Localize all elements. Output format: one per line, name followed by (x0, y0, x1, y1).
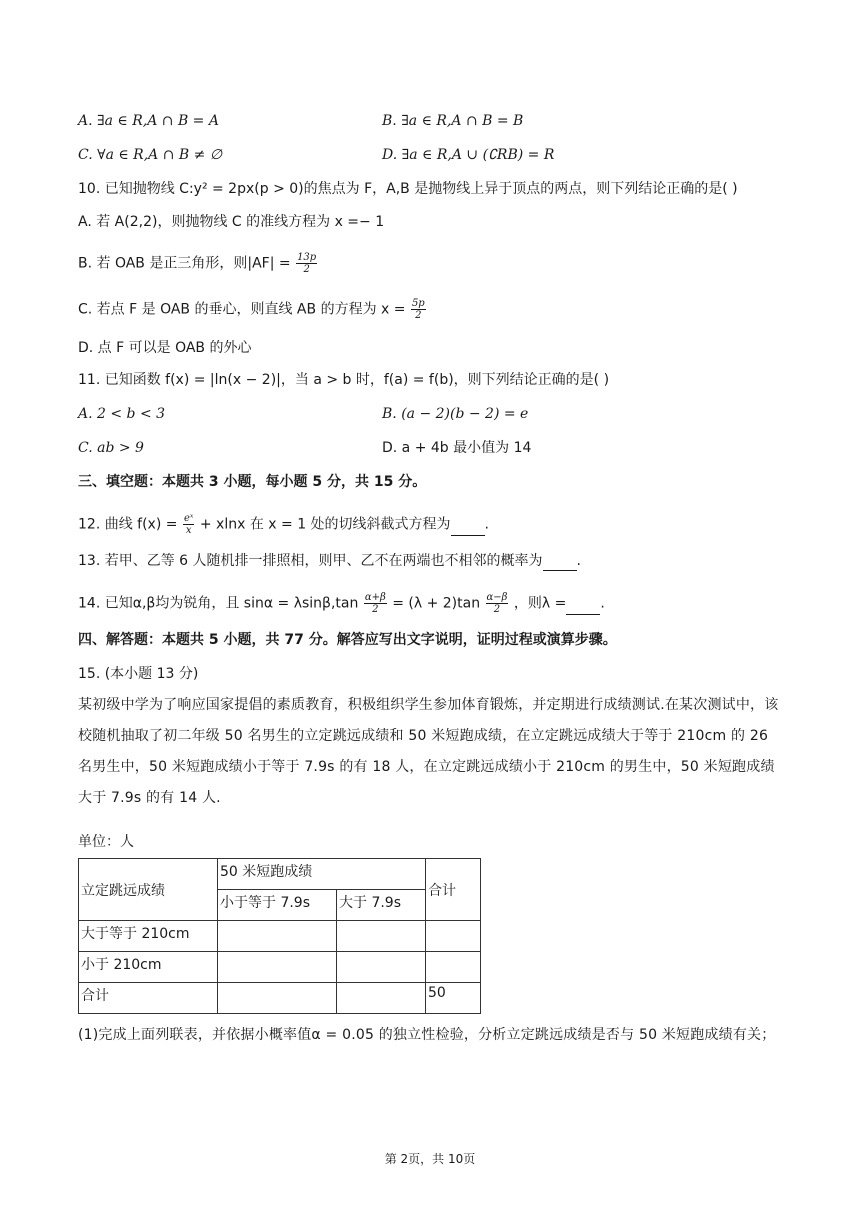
table-header-sub1: 小于等于 7.9s (218, 890, 337, 921)
section-4-heading: 四、解答题：本题共 5 小题，共 77 分。解答应写出文字说明，证明过程或演算步骤。 (78, 632, 617, 648)
table-cell (337, 921, 426, 952)
q10-option-b (78, 252, 318, 275)
contingency-table (78, 858, 481, 1014)
fraction-numerator: α−β (486, 592, 508, 603)
q10-option-c-text: C. 若点 F 是 OAB 的垂心，则直线 AB 的方程为 x = (78, 301, 406, 318)
q9-option-d: D. ∃a ∈ R,A ∪ (∁RB) = R (382, 147, 555, 163)
q15-body: 某初级中学为了响应国家提倡的素质教育，积极组织学生参加体育锻炼，并定期进行成绩测试.在某次测试中，该校随机抽取了初二年级 50 名男生的立定跳远成绩和 50 米短跑成绩，在立定跳远成绩大于等于 210cm 的 26 名男生中，50 米短跑成绩小于等于 7.9s 的有 18 人，在立定跳远成绩小于 210cm 的男生中，50 米短跑成绩大于 7.9s 的有 14 人. (78, 697, 779, 806)
fraction-denominator: 2 (303, 264, 310, 275)
fraction-denominator: 2 (372, 604, 379, 615)
section-3-heading: 三、填空题：本题共 3 小题，每小题 5 分，共 15 分。 (78, 474, 427, 490)
table-row-label: 合计 (79, 983, 218, 1014)
table-cell (337, 983, 426, 1014)
table-cell (218, 952, 337, 983)
q11-option-c: C. ab > 9 (78, 440, 144, 456)
q10-option-c (78, 298, 427, 321)
q9-option-a: A. ∃a ∈ R,A ∩ B = A (78, 113, 219, 129)
fraction-numerator: 5p (411, 298, 425, 309)
table-header-group: 50 米短跑成绩 (218, 859, 426, 890)
q11-stem: 11. 已知函数 f(x) = |ln(x − 2)|，当 a > b 时，f(a) = f(b)，则下列结论正确的是( ) (78, 372, 610, 388)
fraction-denominator: x (185, 525, 192, 536)
q15-unit: 单位：人 (78, 834, 134, 850)
fraction-numerator: 13p (297, 252, 317, 263)
q13-text: 13. 若甲、乙等 6 人随机排一排照相，则甲、乙不在两端也不相邻的概率为 (78, 553, 543, 569)
q13-end: . (576, 553, 581, 569)
fraction (411, 298, 426, 321)
table-row-label: 小于 210cm (79, 952, 218, 983)
table-cell (426, 952, 481, 983)
q11-option-b: B. (a − 2)(b − 2) = e (382, 406, 529, 422)
fraction (183, 513, 194, 536)
answer-blank (566, 600, 600, 615)
q12 (78, 513, 489, 536)
fraction-denominator: 2 (415, 310, 422, 321)
q10-stem: 10. 已知抛物线 C:y² = 2px(p > 0)的焦点为 F，A,B 是抛物线上异于顶点的两点，则下列结论正确的是( ) (78, 181, 738, 197)
q12-text-pre: 12. 曲线 f(x) = (78, 516, 178, 533)
q14 (78, 592, 605, 615)
q14-text-pre: 14. 已知α,β均为锐角，且 sinα = λsinβ,tan (78, 595, 359, 612)
q13 (78, 551, 581, 571)
q10-option-b-text: B. 若 OAB 是正三角形，则|AF| = (78, 255, 291, 272)
q15-part1: (1)完成上面列联表，并依据小概率值α = 0.05 的独立性检验，分析立定跳远成绩是否与 50 米短跑成绩有关； (78, 1027, 776, 1043)
table-cell (337, 952, 426, 983)
page-footer: 第 2页，共 10页 (384, 1152, 476, 1166)
q9-option-c: C. ∀a ∈ R,A ∩ B ≠ ∅ (78, 147, 223, 163)
q15-header: 15. (本小题 13 分) (78, 666, 199, 682)
q10-option-a: A. 若 A(2,2)，则抛物线 C 的准线方程为 x =− 1 (78, 214, 385, 230)
q12-end: . (484, 516, 489, 533)
answer-blank (451, 521, 485, 536)
fraction (364, 592, 387, 615)
q14-end: . (600, 595, 605, 612)
q10-option-d: D. 点 F 可以是 OAB 的外心 (78, 340, 252, 356)
table-header-row-label: 立定跳远成绩 (79, 859, 218, 921)
q14-text-mid: = (λ + 2)tan (392, 595, 481, 612)
answer-blank (543, 556, 577, 571)
q11-option-d: D. a + 4b 最小值为 14 (382, 440, 532, 456)
fraction-numerator: α+β (364, 592, 386, 603)
table-cell (218, 921, 337, 952)
fraction-denominator: 2 (493, 604, 501, 615)
table-cell-total: 50 (426, 983, 481, 1014)
table-cell (218, 983, 337, 1014)
q11-option-a: A. 2 < b < 3 (78, 406, 166, 422)
q12-text-post: + xlnx 在 x = 1 处的切线斜截式方程为 (199, 516, 451, 533)
table-cell (426, 921, 481, 952)
fraction-numerator: eˣ (183, 513, 194, 524)
table-row-label: 大于等于 210cm (79, 921, 218, 952)
q9-option-b: B. ∃a ∈ R,A ∩ B = B (382, 113, 524, 129)
table-header-total: 合计 (426, 859, 481, 921)
q14-text-post: ，则λ = (513, 595, 567, 612)
table-header-sub2: 大于 7.9s (337, 890, 426, 921)
fraction (486, 592, 509, 615)
fraction (296, 252, 317, 275)
